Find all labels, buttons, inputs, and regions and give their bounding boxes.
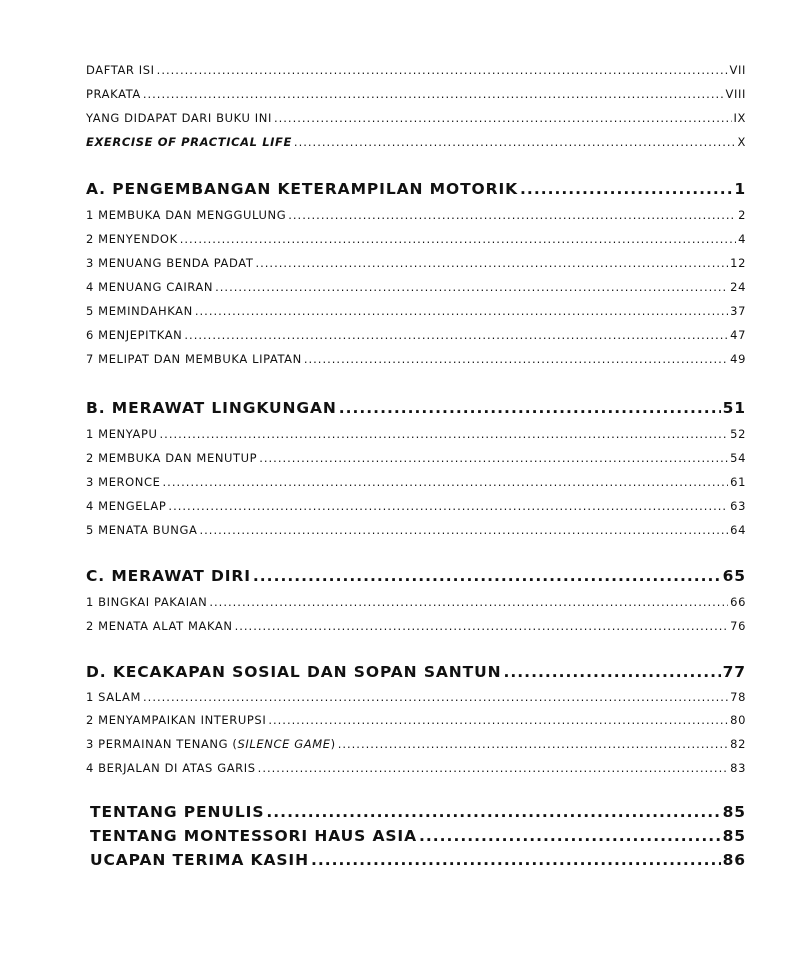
section-heading-d[interactable] — [86, 661, 746, 683]
section-heading-b[interactable] — [86, 397, 746, 419]
section-heading-a[interactable] — [86, 178, 746, 200]
entry-page: 47 — [730, 328, 746, 342]
toc-entry[interactable] — [86, 207, 746, 223]
entry-label: 3 MENUANG BENDA PADAT — [86, 256, 254, 270]
toc-entry-ucapan-terima-kasih[interactable] — [90, 849, 746, 871]
leader-dots — [184, 327, 728, 343]
leader-dots — [163, 474, 729, 490]
toc-entry[interactable] — [86, 522, 746, 538]
section-page: 51 — [722, 399, 746, 417]
toc-entry-prakata[interactable] — [86, 86, 746, 102]
leader-dots — [338, 736, 728, 752]
leader-dots — [258, 760, 728, 776]
entry-label-pre: 3 PERMAINAN TENANG ( — [86, 737, 238, 751]
entry-page: 85 — [722, 803, 746, 821]
entry-label: 2 MENYENDOK — [86, 232, 178, 246]
leader-dots — [288, 207, 736, 223]
entry-label: 1 MEMBUKA DAN MENGGULUNG — [86, 208, 287, 222]
entry-page: 80 — [730, 713, 746, 727]
entry-label: TENTANG PENULIS — [90, 803, 265, 821]
leader-dots — [259, 450, 728, 466]
entry-page: 2 — [738, 208, 746, 222]
entry-label: 1 SALAM — [86, 690, 142, 704]
entry-label: 4 MENUANG CAIRAN — [86, 280, 214, 294]
entry-label — [86, 736, 336, 752]
entry-page: 4 — [738, 232, 746, 246]
leader-dots — [253, 565, 721, 587]
entry-page: 76 — [730, 619, 746, 633]
section-page: 65 — [722, 567, 746, 585]
entry-label: 4 BERJALAN DI ATAS GARIS — [86, 761, 256, 775]
entry-page: 82 — [730, 737, 746, 751]
toc-entry[interactable] — [86, 689, 746, 705]
leader-dots — [274, 110, 732, 126]
leader-dots — [180, 231, 736, 247]
entry-label: 2 MENATA ALAT MAKAN — [86, 619, 233, 633]
entry-label: 6 MENJEPITKAN — [86, 328, 183, 342]
entry-page: 64 — [730, 523, 746, 537]
entry-page: 12 — [730, 256, 746, 270]
leader-dots — [339, 397, 721, 419]
leader-dots — [143, 86, 724, 102]
toc-entry[interactable] — [86, 474, 746, 490]
leader-dots — [311, 849, 721, 871]
toc-entry-exercise[interactable] — [86, 134, 746, 150]
leader-dots — [195, 303, 728, 319]
entry-page: 86 — [722, 851, 746, 869]
entry-label: 4 MENGELAP — [86, 499, 167, 513]
entry-label: PRAKATA — [86, 87, 141, 101]
entry-label: 2 MEMBUKA DAN MENUTUP — [86, 451, 258, 465]
entry-page: 83 — [730, 761, 746, 775]
toc-entry[interactable] — [86, 450, 746, 466]
toc-entry[interactable] — [86, 712, 746, 728]
entry-page: 24 — [730, 280, 746, 294]
toc-entry-daftar-isi[interactable] — [86, 62, 746, 78]
entry-page: X — [737, 135, 746, 149]
leader-dots — [268, 712, 728, 728]
toc-entry[interactable] — [86, 498, 746, 514]
toc-entry[interactable] — [86, 618, 746, 634]
entry-label: 3 MERONCE — [86, 475, 161, 489]
section-title: B. MERAWAT LINGKUNGAN — [86, 399, 337, 417]
leader-dots — [157, 62, 728, 78]
entry-page: IX — [733, 111, 746, 125]
leader-dots — [199, 522, 728, 538]
entry-label: DAFTAR ISI — [86, 63, 155, 77]
toc-entry[interactable] — [86, 426, 746, 442]
toc-entry[interactable] — [86, 760, 746, 776]
entry-page: 66 — [730, 595, 746, 609]
entry-label: 7 MELIPAT DAN MEMBUKA LIPATAN — [86, 352, 302, 366]
leader-dots — [520, 178, 732, 200]
leader-dots — [294, 134, 736, 150]
entry-label-post: ) — [330, 737, 336, 751]
entry-label: YANG DIDAPAT DARI BUKU INI — [86, 111, 272, 125]
entry-page: VIII — [725, 87, 746, 101]
entry-page: 54 — [730, 451, 746, 465]
toc-entry[interactable] — [86, 736, 746, 752]
entry-label: 2 MENYAMPAIKAN INTERUPSI — [86, 713, 267, 727]
section-title: D. KECAKAPAN SOSIAL DAN SOPAN SANTUN — [86, 663, 502, 681]
leader-dots — [266, 801, 720, 823]
section-page: 1 — [734, 180, 746, 198]
entry-page: 85 — [722, 827, 746, 845]
section-page: 77 — [722, 663, 746, 681]
toc-entry[interactable] — [86, 594, 746, 610]
toc-entry-yang-didapat[interactable] — [86, 110, 746, 126]
entry-label: 5 MEMINDAHKAN — [86, 304, 193, 318]
leader-dots — [209, 594, 728, 610]
section-title: C. MERAWAT DIRI — [86, 567, 251, 585]
leader-dots — [304, 351, 728, 367]
toc-entry-tentang-montessori[interactable] — [90, 825, 746, 847]
entry-page: 63 — [730, 499, 746, 513]
entry-label: 5 MENATA BUNGA — [86, 523, 198, 537]
entry-page: 61 — [730, 475, 746, 489]
entry-page: 37 — [730, 304, 746, 318]
toc-entry[interactable] — [86, 279, 746, 295]
leader-dots — [255, 255, 728, 271]
entry-page: 52 — [730, 427, 746, 441]
entry-label-italic: SILENCE GAME — [237, 737, 331, 751]
section-title: A. PENGEMBANGAN KETERAMPILAN MOTORIK — [86, 180, 519, 198]
section-heading-c[interactable] — [86, 565, 746, 587]
leader-dots — [419, 825, 721, 847]
toc-entry-tentang-penulis[interactable] — [90, 801, 746, 823]
entry-page: 49 — [730, 352, 746, 366]
toc-entry[interactable] — [86, 327, 746, 343]
leader-dots — [168, 498, 728, 514]
entry-label: TENTANG MONTESSORI HAUS ASIA — [90, 827, 417, 845]
leader-dots — [235, 618, 729, 634]
leader-dots — [143, 689, 728, 705]
toc-entry[interactable] — [86, 303, 746, 319]
toc-entry[interactable] — [86, 255, 746, 271]
toc-entry[interactable] — [86, 231, 746, 247]
toc-entry[interactable] — [86, 351, 746, 367]
leader-dots — [504, 661, 721, 683]
entry-label: UCAPAN TERIMA KASIH — [90, 851, 309, 869]
leader-dots — [215, 279, 728, 295]
entry-label: 1 MENYAPU — [86, 427, 158, 441]
entry-label: EXERCISE OF PRACTICAL LIFE — [86, 135, 292, 149]
entry-page: VII — [729, 63, 746, 77]
entry-page: 78 — [730, 690, 746, 704]
leader-dots — [160, 426, 729, 442]
entry-label: 1 BINGKAI PAKAIAN — [86, 595, 208, 609]
